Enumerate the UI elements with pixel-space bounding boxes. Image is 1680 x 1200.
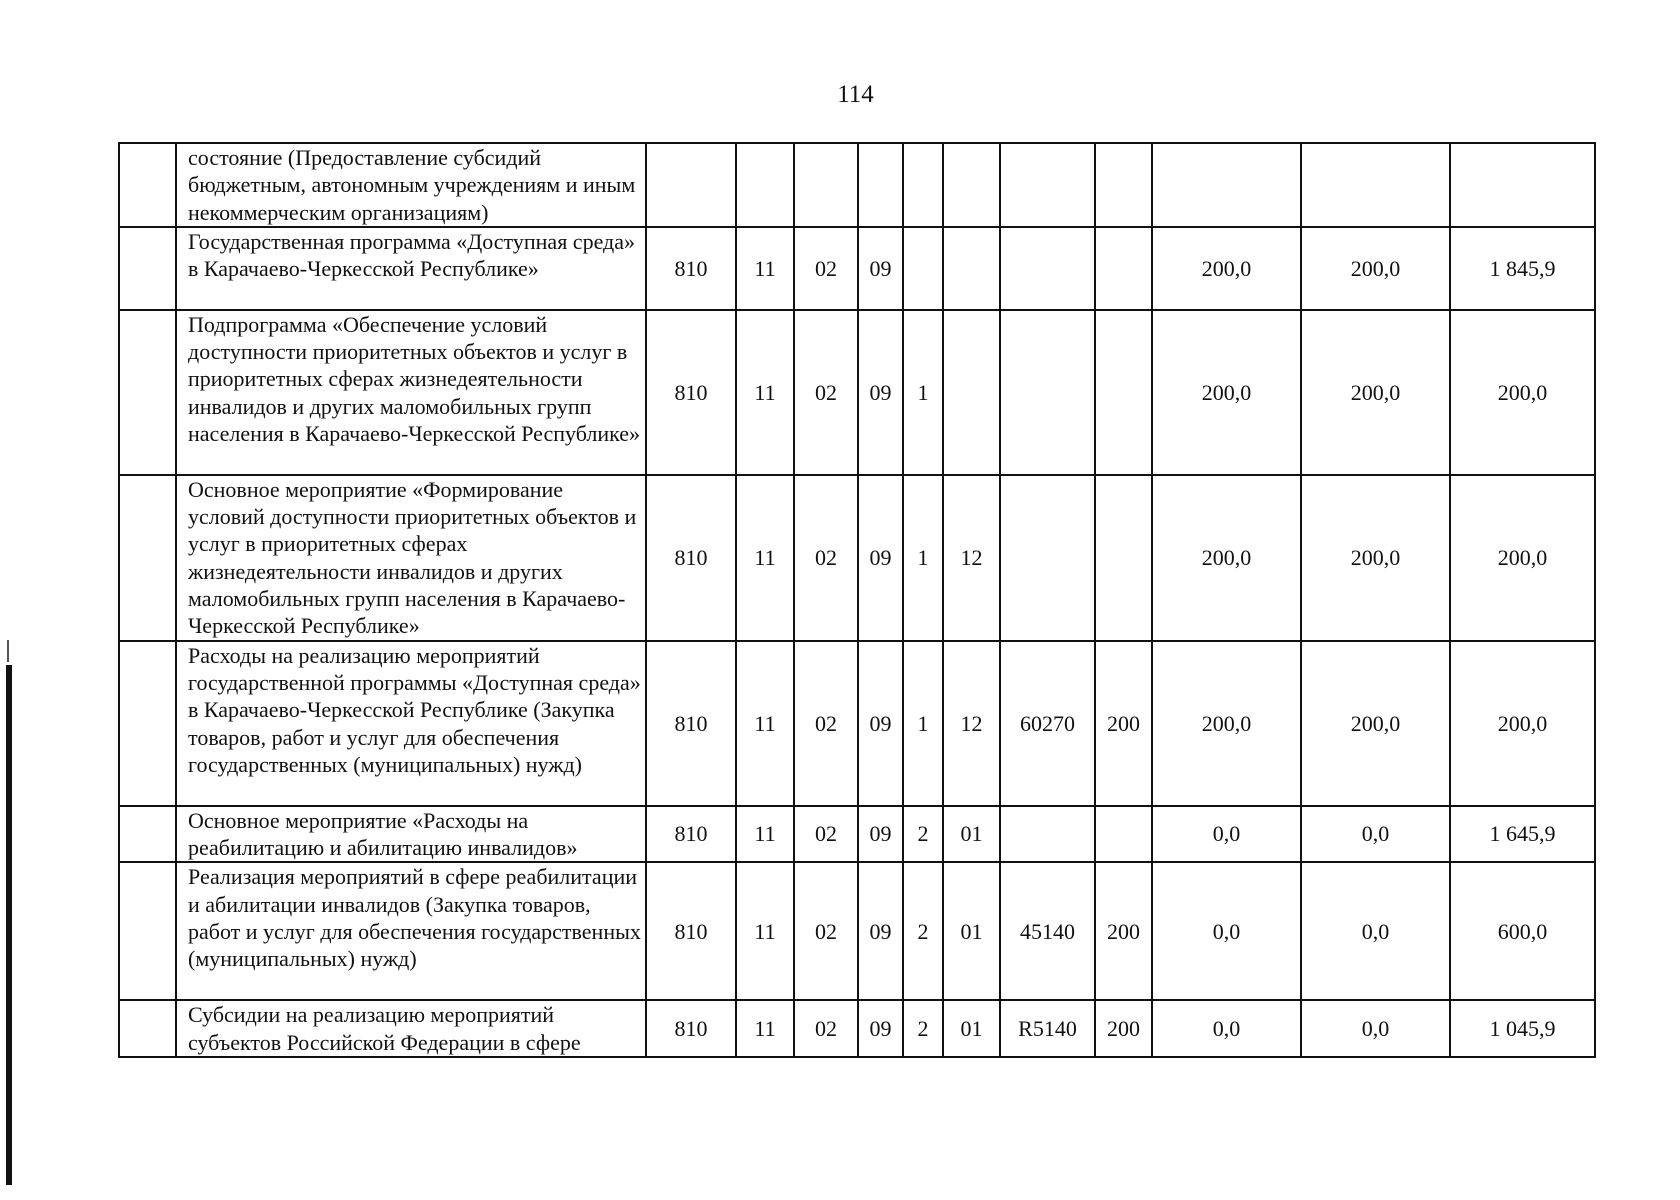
subprogram-code: 2 bbox=[903, 862, 943, 1000]
event-code bbox=[943, 310, 1000, 475]
row-name: Расходы на реализацию мероприятий государственной программы «Доступная среда» в Карачаево-Черкесской Республике (Закупка товаров, работ и услуг для обеспечения государственных (муниципальных) нужд) bbox=[176, 641, 646, 806]
subprogram-code bbox=[903, 143, 943, 227]
rz-code: 11 bbox=[736, 475, 794, 641]
sum-2: 200,0 bbox=[1301, 310, 1450, 475]
sum-1: 0,0 bbox=[1152, 862, 1301, 1000]
pr-code bbox=[794, 143, 858, 227]
sum-3: 200,0 bbox=[1450, 310, 1595, 475]
pr-code: 02 bbox=[794, 641, 858, 806]
sum-3: 200,0 bbox=[1450, 641, 1595, 806]
rz-code: 11 bbox=[736, 227, 794, 310]
event-code bbox=[943, 143, 1000, 227]
row-index-cell bbox=[119, 862, 176, 1000]
row-index-cell bbox=[119, 1000, 176, 1057]
rz-code: 11 bbox=[736, 1000, 794, 1057]
row-name: Государственная программа «Доступная среда» в Карачаево-Черкесской Республике» bbox=[176, 227, 646, 310]
row-name: Основное мероприятие «Формирование условий доступности приоритетных объектов и услуг в приоритетных сферах жизнедеятельности инвалидов и других маломобильных групп населения в Карачаево-Черкесской Республике» bbox=[176, 475, 646, 641]
ved-code: 810 bbox=[646, 475, 736, 641]
subprogram-code: 2 bbox=[903, 806, 943, 863]
vr-code bbox=[1095, 806, 1152, 863]
sum-1: 200,0 bbox=[1152, 310, 1301, 475]
event-code: 12 bbox=[943, 641, 1000, 806]
subprogram-code: 1 bbox=[903, 641, 943, 806]
vr-code bbox=[1095, 227, 1152, 310]
sum-2: 0,0 bbox=[1301, 862, 1450, 1000]
program-code: 09 bbox=[858, 806, 903, 863]
program-code: 09 bbox=[858, 310, 903, 475]
vr-code bbox=[1095, 143, 1152, 227]
sum-1: 200,0 bbox=[1152, 641, 1301, 806]
direction-code: 60270 bbox=[1000, 641, 1095, 806]
row-index-cell bbox=[119, 475, 176, 641]
sum-3: 1 045,9 bbox=[1450, 1000, 1595, 1057]
sum-2: 0,0 bbox=[1301, 1000, 1450, 1057]
direction-code bbox=[1000, 227, 1095, 310]
direction-code bbox=[1000, 475, 1095, 641]
table-row bbox=[119, 143, 1595, 227]
budget-table bbox=[118, 142, 1596, 1058]
sum-2: 0,0 bbox=[1301, 806, 1450, 863]
sum-3: 200,0 bbox=[1450, 475, 1595, 641]
table-row bbox=[119, 862, 1595, 1000]
ved-code bbox=[646, 143, 736, 227]
rz-code: 11 bbox=[736, 641, 794, 806]
row-name: Реализация мероприятий в сфере реабилитации и абилитации инвалидов (Закупка товаров, работ и услуг для обеспечения государственных (муниципальных) нужд) bbox=[176, 862, 646, 1000]
row-name: Подпрограмма «Обеспечение условий доступности приоритетных объектов и услуг в приоритетных сферах жизнедеятельности инвалидов и других маломобильных групп населения в Карачаево-Черкесской Республике» bbox=[176, 310, 646, 475]
rz-code: 11 bbox=[736, 862, 794, 1000]
event-code: 01 bbox=[943, 862, 1000, 1000]
rz-code: 11 bbox=[736, 806, 794, 863]
vr-code bbox=[1095, 310, 1152, 475]
ved-code: 810 bbox=[646, 227, 736, 310]
sum-2: 200,0 bbox=[1301, 227, 1450, 310]
sum-3 bbox=[1450, 143, 1595, 227]
event-code: 01 bbox=[943, 1000, 1000, 1057]
subprogram-code: 1 bbox=[903, 310, 943, 475]
pr-code: 02 bbox=[794, 806, 858, 863]
pr-code: 02 bbox=[794, 862, 858, 1000]
sum-1: 200,0 bbox=[1152, 227, 1301, 310]
table-row bbox=[119, 310, 1595, 475]
row-name: Основное мероприятие «Расходы на реабилитацию и абилитацию инвалидов» bbox=[176, 806, 646, 863]
row-index-cell bbox=[119, 227, 176, 310]
row-index-cell bbox=[119, 641, 176, 806]
program-code: 09 bbox=[858, 475, 903, 641]
row-index-cell bbox=[119, 310, 176, 475]
event-code: 12 bbox=[943, 475, 1000, 641]
rz-code: 11 bbox=[736, 310, 794, 475]
pr-code: 02 bbox=[794, 310, 858, 475]
ved-code: 810 bbox=[646, 862, 736, 1000]
sum-1: 0,0 bbox=[1152, 806, 1301, 863]
table-row bbox=[119, 641, 1595, 806]
scan-edge-bar bbox=[6, 665, 12, 1185]
subprogram-code: 2 bbox=[903, 1000, 943, 1057]
subprogram-code: 1 bbox=[903, 475, 943, 641]
sum-1 bbox=[1152, 143, 1301, 227]
direction-code: 45140 bbox=[1000, 862, 1095, 1000]
sum-2: 200,0 bbox=[1301, 641, 1450, 806]
vr-code: 200 bbox=[1095, 862, 1152, 1000]
pr-code: 02 bbox=[794, 475, 858, 641]
program-code: 09 bbox=[858, 641, 903, 806]
program-code: 09 bbox=[858, 862, 903, 1000]
subprogram-code bbox=[903, 227, 943, 310]
event-code bbox=[943, 227, 1000, 310]
row-index-cell bbox=[119, 806, 176, 863]
direction-code bbox=[1000, 806, 1095, 863]
direction-code: R5140 bbox=[1000, 1000, 1095, 1057]
ved-code: 810 bbox=[646, 1000, 736, 1057]
vr-code: 200 bbox=[1095, 641, 1152, 806]
scan-edge-mark bbox=[7, 640, 9, 662]
ved-code: 810 bbox=[646, 641, 736, 806]
rz-code bbox=[736, 143, 794, 227]
ved-code: 810 bbox=[646, 310, 736, 475]
sum-3: 600,0 bbox=[1450, 862, 1595, 1000]
sum-2: 200,0 bbox=[1301, 475, 1450, 641]
direction-code bbox=[1000, 143, 1095, 227]
pr-code: 02 bbox=[794, 227, 858, 310]
table-row bbox=[119, 1000, 1595, 1057]
program-code: 09 bbox=[858, 1000, 903, 1057]
sum-3: 1 645,9 bbox=[1450, 806, 1595, 863]
table-row bbox=[119, 227, 1595, 310]
table-row bbox=[119, 806, 1595, 863]
row-name: Субсидии на реализацию мероприятий субъектов Российской Федерации в сфере bbox=[176, 1000, 646, 1057]
program-code bbox=[858, 143, 903, 227]
pr-code: 02 bbox=[794, 1000, 858, 1057]
sum-3: 1 845,9 bbox=[1450, 227, 1595, 310]
sum-2 bbox=[1301, 143, 1450, 227]
sum-1: 200,0 bbox=[1152, 475, 1301, 641]
row-index-cell bbox=[119, 143, 176, 227]
event-code: 01 bbox=[943, 806, 1000, 863]
ved-code: 810 bbox=[646, 806, 736, 863]
direction-code bbox=[1000, 310, 1095, 475]
vr-code bbox=[1095, 475, 1152, 641]
program-code: 09 bbox=[858, 227, 903, 310]
page-number: 114 bbox=[837, 81, 874, 108]
table-row bbox=[119, 475, 1595, 641]
row-name: состояние (Предоставление субсидий бюджетным, автономным учреждениям и иным некоммерческим организациям) bbox=[176, 143, 646, 227]
sum-1: 0,0 bbox=[1152, 1000, 1301, 1057]
vr-code: 200 bbox=[1095, 1000, 1152, 1057]
